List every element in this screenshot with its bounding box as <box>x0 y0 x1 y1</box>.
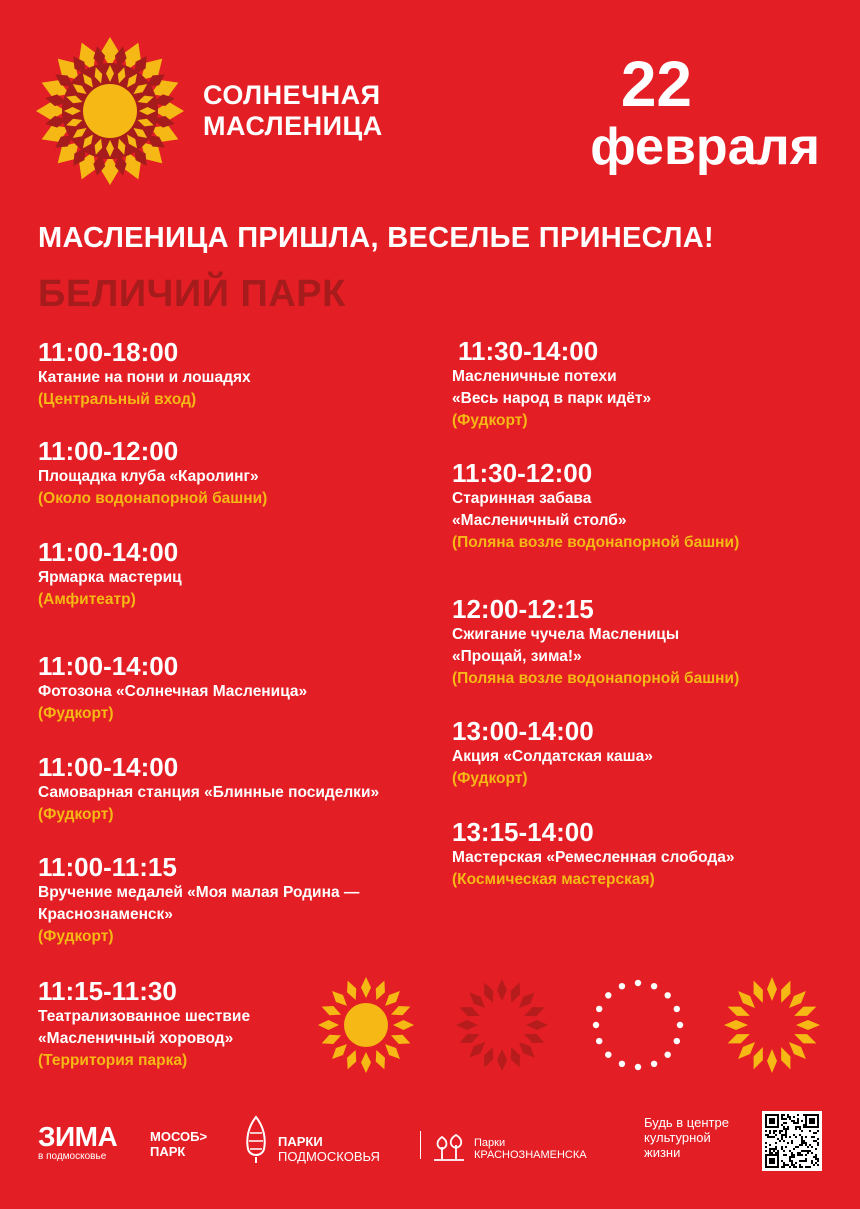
event-item <box>38 752 438 826</box>
event-item <box>38 537 438 611</box>
event-time: 11:15-11:30 <box>38 976 177 1006</box>
footer <box>0 1105 860 1175</box>
event-place: (Фудкорт) <box>38 928 114 945</box>
event-item <box>38 337 438 411</box>
culture-slogan-line3: жизни <box>644 1145 681 1160</box>
trees-icon <box>432 1133 466 1163</box>
event-place: (Фудкорт) <box>452 770 528 787</box>
event-title: Театрализованное шествие <box>38 1008 251 1025</box>
slogan: МАСЛЕНИЦА ПРИШЛА, ВЕСЕЛЬЕ ПРИНЕСЛА! <box>38 222 714 254</box>
event-title: Краснознаменск» <box>38 906 173 923</box>
event-item <box>38 651 438 725</box>
logo-title <box>203 80 383 142</box>
event-time: 11:00-11:15 <box>38 852 177 882</box>
event-title: Мастерская «Ремесленная слобода» <box>452 849 735 866</box>
culture-slogan-line2: культурной <box>644 1130 711 1145</box>
footer-divider <box>420 1131 421 1159</box>
event-place: (Фудкорт) <box>38 806 114 823</box>
event-title: «Масленичный хоровод» <box>38 1030 234 1047</box>
sun-yellow-icon <box>316 975 416 1075</box>
event-title: «Весь народ в парк идёт» <box>452 390 652 407</box>
event-time: 11:00-14:00 <box>38 752 179 782</box>
event-place: (Территория парка) <box>38 1052 188 1069</box>
event-item <box>452 716 852 790</box>
sun-yellow-ring-icon <box>722 975 822 1075</box>
event-item <box>452 336 852 432</box>
parks-krasnoznamensk-logo <box>432 1129 612 1165</box>
sun-logo-icon <box>35 36 185 186</box>
parks-podmoskovya-line1: ПАРКИ <box>278 1134 323 1149</box>
event-item <box>38 436 438 510</box>
event-place: (Космическая мастерская) <box>452 871 655 888</box>
date-month: февраля <box>590 118 820 176</box>
event-title: Сжигание чучела Масленицы <box>452 626 680 643</box>
event-place: (Центральный вход) <box>38 391 197 408</box>
qr-code-pattern <box>765 1114 819 1168</box>
event-time: 11:30-12:00 <box>452 458 593 488</box>
culture-slogan <box>644 1115 729 1160</box>
event-place: (Поляна возле водонапорной башни) <box>452 534 740 551</box>
event-title: Старинная забава <box>452 490 592 507</box>
event-title: Катание на пони и лошадях <box>38 369 251 386</box>
zima-logo <box>38 1123 117 1163</box>
event-title: «Масленичный столб» <box>452 512 627 529</box>
event-time: 13:15-14:00 <box>452 817 594 847</box>
mosobpark-logo <box>150 1129 207 1159</box>
event-title: Площадка клуба «Каролинг» <box>38 468 259 485</box>
event-place: (Фудкорт) <box>452 412 528 429</box>
parks-podmoskovya-logo <box>242 1113 412 1165</box>
event-time: 11:00-12:00 <box>38 436 179 466</box>
event-time: 13:00-14:00 <box>452 716 594 746</box>
event-place: (Поляна возле водонапорной башни) <box>452 670 740 687</box>
mosobpark-line2: ПАРК <box>150 1144 186 1159</box>
event-title: Масленичные потехи <box>452 368 617 385</box>
pinecone-icon <box>242 1113 270 1165</box>
event-place: (Около водонапорной башни) <box>38 490 268 507</box>
date-day: 22 <box>620 48 692 120</box>
event-place: (Амфитеатр) <box>38 591 136 608</box>
event-item <box>452 458 852 554</box>
event-time: 12:00-12:15 <box>452 594 594 624</box>
event-item <box>38 852 438 948</box>
event-title: «Прощай, зима!» <box>452 648 582 665</box>
event-title: Акция «Солдатская каша» <box>452 748 653 765</box>
event-time: 11:00-18:00 <box>38 337 179 367</box>
event-title: Вручение медалей «Моя малая Родина — <box>38 884 360 901</box>
logo-title-line1: СОЛНЕЧНАЯ <box>203 80 381 110</box>
sun-dark-ring-icon <box>452 975 552 1075</box>
qr-code-icon[interactable] <box>762 1111 822 1171</box>
zima-logo-title: ЗИМА <box>38 1121 118 1152</box>
event-place: (Фудкорт) <box>38 705 114 722</box>
event-title: Самоварная станция «Блинные посиделки» <box>38 784 380 801</box>
parks-krasnoznamensk-line1: Парки <box>474 1137 506 1149</box>
event-time: 11:00-14:00 <box>38 537 179 567</box>
event-title: Ярмарка мастериц <box>38 569 182 586</box>
dotted-circle-icon <box>588 975 688 1075</box>
event-time: 11:30-14:00 <box>458 336 599 366</box>
event-time: 11:00-14:00 <box>38 651 179 681</box>
zima-logo-subtitle: в подмосковье <box>38 1151 107 1162</box>
event-item <box>452 817 852 891</box>
event-item <box>452 594 852 690</box>
mosobpark-line1: МОСОБ> <box>150 1129 208 1144</box>
parks-krasnoznamensk-line2: КРАСНОЗНАМЕНСКА <box>474 1149 587 1161</box>
culture-slogan-line1: Будь в центре <box>644 1115 729 1130</box>
park-name: БЕЛИЧИЙ ПАРК <box>38 273 346 315</box>
event-title: Фотозона «Солнечная Масленица» <box>38 683 308 700</box>
logo-title-line2: МАСЛЕНИЦА <box>203 111 383 141</box>
parks-podmoskovya-line2: ПОДМОСКОВЬЯ <box>278 1149 380 1164</box>
